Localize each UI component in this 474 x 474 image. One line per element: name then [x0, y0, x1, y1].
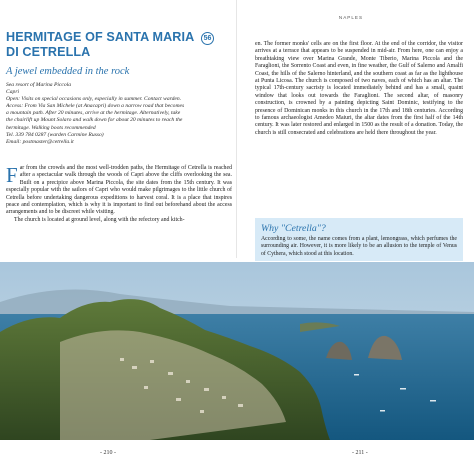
drop-cap: F: [6, 163, 18, 187]
info-line: Sea resort of Marina Piccola: [6, 82, 72, 88]
paragraph: The church is located at ground level, along with the refectory and kitch-: [14, 216, 185, 223]
body-text-right: [255, 41, 463, 137]
sidebar-box-title: Why "Cetrella"?: [261, 223, 326, 234]
sidebar-box-text: According to some, the name comes from a plant, lemongrass, which perfumes the surrounding air. However, it is more likely to be an allusion to the temple of Venus of Cythera, which stood at this location.: [261, 236, 457, 257]
number-badge-icon: 56: [201, 32, 214, 45]
info-line: Tel. 339 784 0287 (warden Carmine Russo): [6, 131, 104, 138]
page-number-right: - 211 -: [352, 450, 368, 456]
paragraph: [6, 165, 232, 217]
info-line: Open: Visits on special occasions only, especially in summer. Contact warden.: [6, 96, 182, 103]
info-line: Email: postmaster@cetrella.it: [6, 138, 74, 145]
running-head: NAPLES: [338, 15, 364, 20]
practical-info: [6, 82, 232, 146]
page-title: HERMITAGE OF SANTA MARIA DI CETRELLA: [6, 30, 194, 59]
sidebar-box: [255, 218, 463, 261]
paragraph: en. The former monks' cells are on the first floor. At the end of the corridor, the visitor arrives at a terrace that appears to be suspended in mid-air. From here, one can enjoy a breathtaking view over Marina Grande, Monte Tiberio, Marina Piccola and the Faraglioni, the Sorrento Coast and even, in fine weather, the Gulf of Salerno and Amalfi Coast, the hills of the Salerno hinterland, and the southern coast as far as the lighthouse at Punta Licosa. The church is composed of two naves, each of which has an altar. The typical 17th-century sacristy is located immediately behind and has a small, quaint window that looks out towards the Faraglioni. The second altar, of masonry construction, is crowned by a painting depicting Saint Dominic, testifying to the presence of Dominican monks in this church in the 17th and 18th centuries. According to famous archaeologist Amedeo Maiuri, the altar dates from the first half of the 14th century. It was later restored and enlarged in 1500 as the result of a donation. Today, the church is still consecrated and celebrations are held there throughout the year.: [255, 41, 463, 136]
info-line: Capri: [6, 89, 20, 96]
coastline-photo-image: [0, 262, 474, 440]
page-number-left: - 210 -: [100, 450, 116, 456]
info-line: the chairlift up Mount Solaro and walk down for about 20 minutes to reach the: [6, 117, 183, 124]
body-text-left: [6, 165, 232, 224]
paragraph-text: ar from the crowds and the most well-trodden paths, the Hermitage of Cetrella is reached after a spectacular walk through the woods of Capri above the cliffs overlooking the sea. Built on a precipice above Marina Piccola, the site dates from the 15th century. It was especially popular with the sailors of Capri who would make pilgrimages to the little church of Cetrella before undertaking dangerous expeditions to harvest coral. It is a place that inspires peace and contemplation, which is why it is important to find out beforehand about the access arrangements and to be discreet while visiting.: [6, 165, 232, 216]
info-line: hermitage. Walking boots recommended: [6, 124, 96, 131]
subtitle: A jewel embedded in the rock: [6, 66, 130, 77]
coastline-photo: [0, 262, 474, 440]
info-line: a mountain path. After 20 minutes, arrive at the hermitage. Alternatively, take: [6, 110, 181, 117]
info-line: Access: From Via San Michele (at Anacapri) down a narrow road that becomes: [6, 103, 185, 110]
